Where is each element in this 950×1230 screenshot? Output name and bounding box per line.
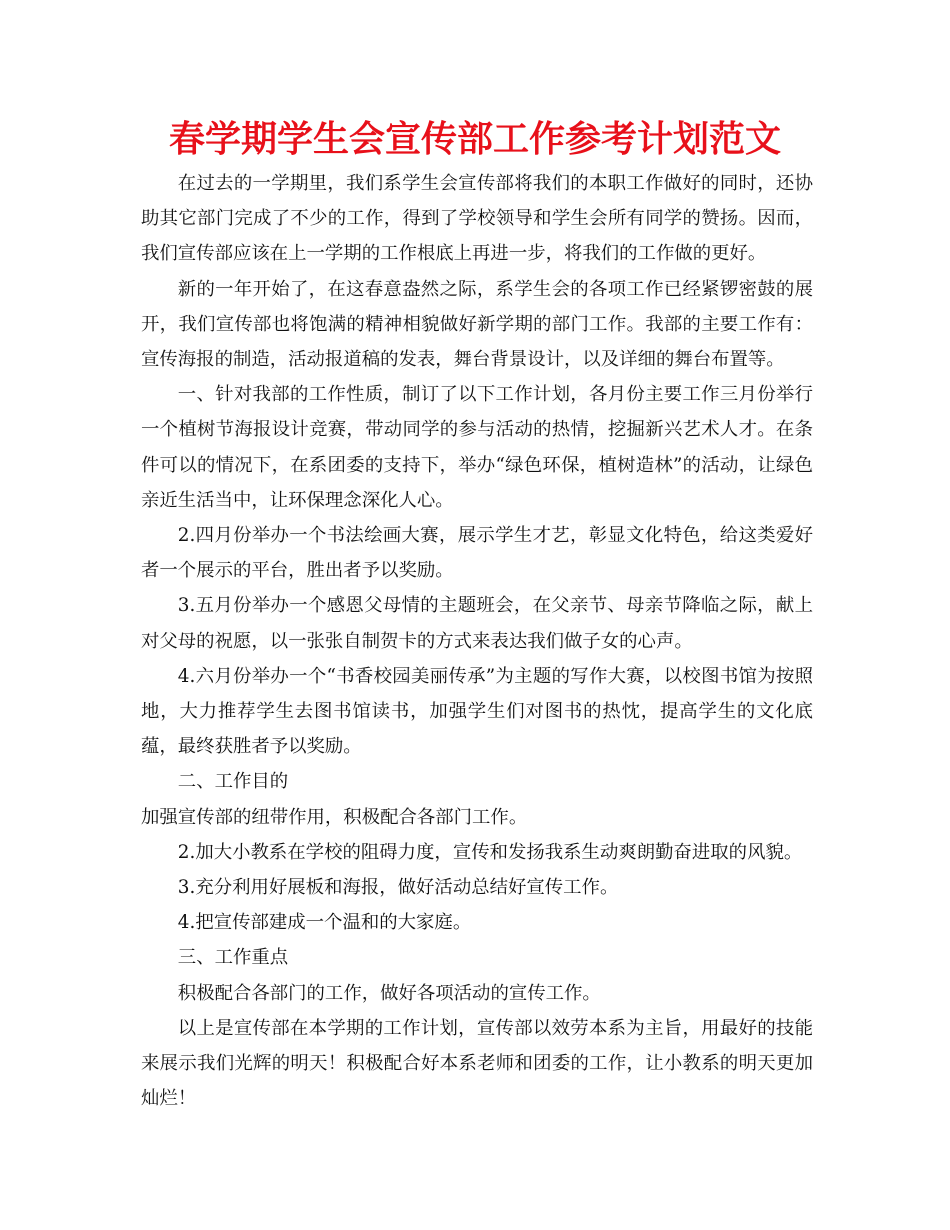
paragraph-goal-one: 加强宣传部的纽带作用，积极配合各部门工作。 <box>141 806 528 828</box>
paragraph-intro: 在过去的一学期里，我们系学生会宣传部将我们的本职工作做好的同时，还协助其它部门完成了不少的工作，得到了学校领导和学生会所有同学的赞扬。因而，我们宣传部应该在上一学期的工作根底上再进一步，将我们的工作做的更好。 <box>141 173 813 265</box>
paragraph-plan-april: 2.四月份举办一个书法绘画大赛，展示学生才艺，彰显文化特色，给这类爱好者一个展示的平台，胜出者予以奖励。 <box>141 525 813 582</box>
document-body <box>141 166 813 1116</box>
paragraph-plan-june: 4.六月份举办一个“书香校园美丽传承”为主题的写作大赛，以校图书馆为按照地，大力推荐学生去图书馆读书，加强学生们对图书的热忱，提高学生的文化底蕴，最终获胜者予以奖励。 <box>141 665 813 758</box>
paragraph-new-year: 新的一年开始了，在这春意盎然之际，系学生会的各项工作已经紧锣密鼓的展开，我们宣传部也将饱满的精神相貌做好新学期的部门工作。我部的主要工作有：宣传海报的制造，活动报道稿的发表，舞台背景设计，以及详细的舞台布置等。 <box>141 278 813 371</box>
paragraph-goal-four: 4.把宣传部建成一个温和的大家庭。 <box>177 912 472 934</box>
paragraph-conclusion: 以上是宣传部在本学期的工作计划，宣传部以效劳本系为主旨，用最好的技能来展示我们光辉的明天！积极配合好本系老师和团委的工作，让小教系的明天更加灿烂！ <box>141 1017 813 1110</box>
section-heading-goals: 二、工作目的 <box>177 771 289 793</box>
paragraph-goal-three: 3.充分利用好展板和海报，做好活动总结好宣传工作。 <box>177 877 619 899</box>
paragraph-focus: 积极配合各部门的工作，做好各项活动的宣传工作。 <box>177 982 601 1004</box>
section-heading-focus: 三、工作重点 <box>177 947 289 969</box>
paragraph-goal-two: 2.加大小教系在学校的阻碍力度，宣传和发扬我系生动爽朗勤奋进取的风貌。 <box>177 841 803 863</box>
paragraph-plan-one: 一、针对我部的工作性质，制订了以下工作计划，各月份主要工作三月份举行一个植树节海报设计竞赛，带动同学的参与活动的热情，挖掘新兴艺术人才。在条件可以的情况下，在系团委的支持下，举办“绿色环保，植树造林”的活动，让绿色亲近生活当中，让环保理念深化人心。 <box>141 384 813 511</box>
document-title: 春学期学生会宣传部工作参考计划范文 <box>168 119 781 160</box>
paragraph-plan-may: 3.五月份举办一个感恩父母情的主题班会，在父亲节、母亲节降临之际，献上对父母的祝愿，以一张张自制贺卡的方式来表达我们做子女的心声。 <box>141 595 813 652</box>
